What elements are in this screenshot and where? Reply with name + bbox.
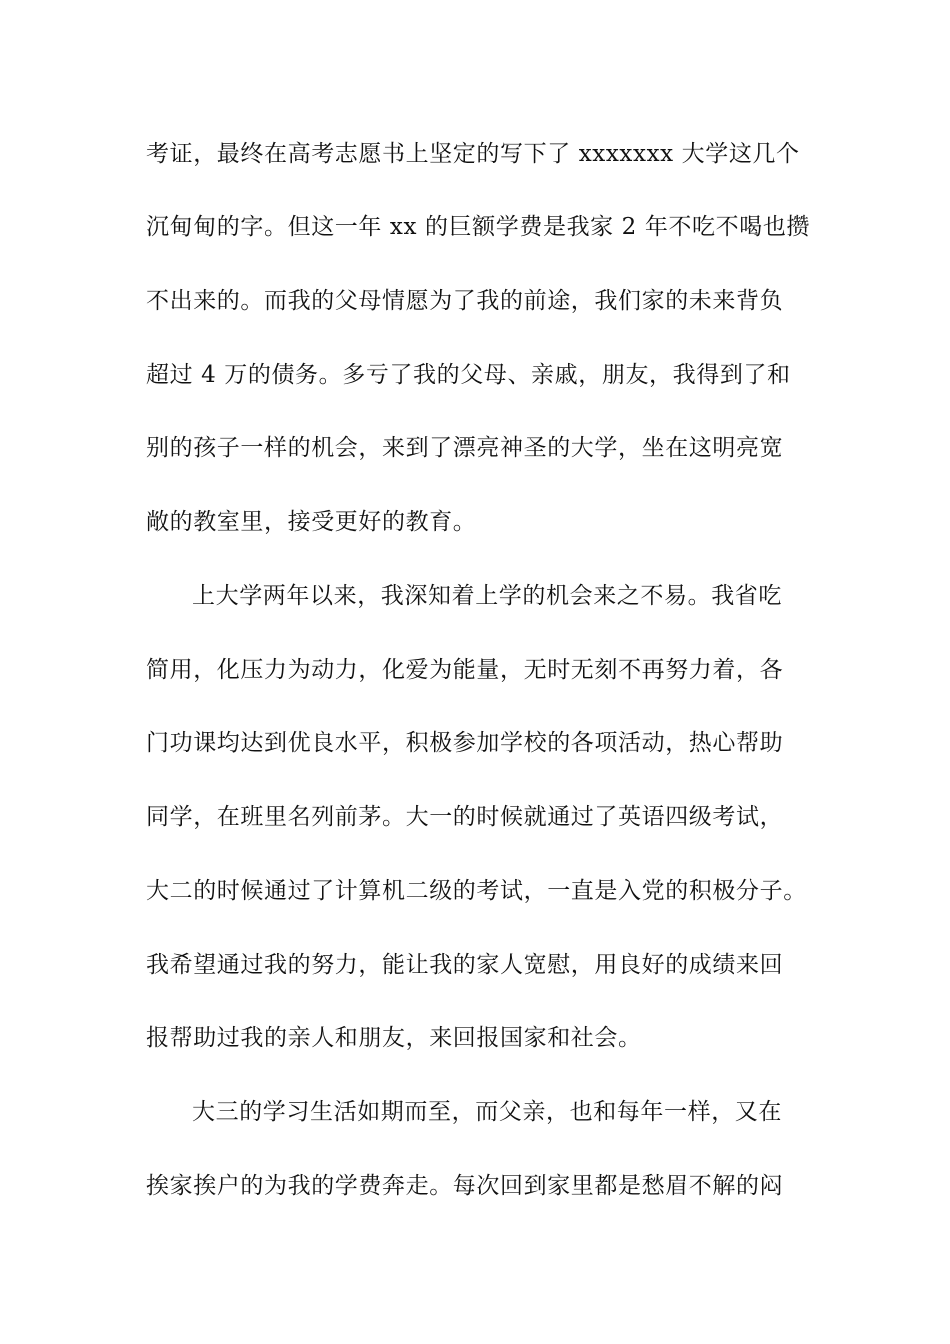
text-line: 挨家挨户的为我的学费奔走。每次回到家里都是愁眉不解的闷: [146, 1173, 784, 1199]
text-line: 不出来的。而我的父母情愿为了我的前途，我们家的未来背负: [146, 288, 784, 314]
text-line: 别的孩子一样的机会，来到了漂亮神圣的大学，坐在这明亮宽: [146, 435, 784, 461]
text-line: 门功课均达到优良水平，积极参加学校的各项活动，热心帮助: [146, 730, 784, 756]
text-line: 同学，在班里名列前茅。大一的时候就通过了英语四级考试，: [146, 804, 784, 830]
paragraph-start-line: 上大学两年以来，我深知着上学的机会来之不易。我省吃: [192, 583, 782, 609]
text-line: 简用，化压力为动力，化爱为能量，无时无刻不再努力着，各: [146, 657, 784, 683]
text-line: 超过 4 万的债务。多亏了我的父母、亲戚，朋友，我得到了和: [146, 362, 791, 388]
text-line: 沉甸甸的字。但这一年 xx 的巨额学费是我家 2 年不吃不喝也攒: [146, 214, 811, 240]
text-line: 大二的时候通过了计算机二级的考试，一直是入党的积极分子。: [146, 878, 807, 904]
text-line: 我希望通过我的努力，能让我的家人宽慰，用良好的成绩来回: [146, 952, 784, 978]
text-line: 考证，最终在高考志愿书上坚定的写下了 xxxxxxx 大学这几个: [146, 141, 800, 167]
paragraph-start-line: 大三的学习生活如期而至，而父亲，也和每年一样，又在: [192, 1099, 782, 1125]
text-line: 敞的教室里，接受更好的教育。: [146, 509, 477, 535]
text-line: 报帮助过我的亲人和朋友，来回报国家和社会。: [146, 1025, 642, 1051]
